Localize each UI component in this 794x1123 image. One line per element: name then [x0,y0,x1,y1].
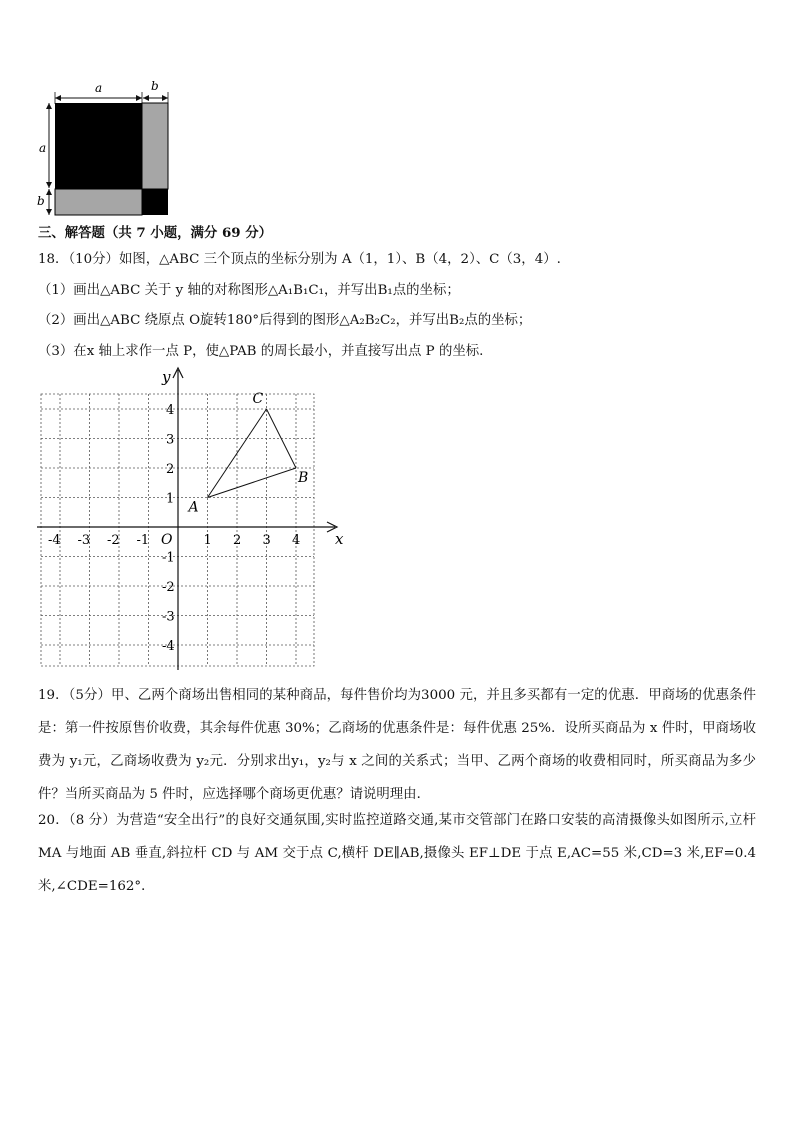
arrow-head [55,95,61,101]
y-axis-label: y [162,368,171,386]
arrow-head [136,95,142,101]
axes [37,368,337,670]
y-tick-label: -2 [162,580,175,595]
label-b-left: b [37,194,45,208]
x-tick-label: 1 [203,533,212,548]
y-tick-label: 4 [166,403,175,418]
arrow-head [46,182,52,188]
section-heading: 三、解答题（共 7 小题，满分 69 分） [38,225,273,241]
q20-text: 20．（8 分）为营造“安全出行”的良好交通氛围,实时监控道路交通,某市交管部门在路口安装的高清摄像头如图所示,立杆 MA 与地面 AB 垂直,斜拉杆 CD 与 AM 交于点 C,横杆 DE∥AB,摄像头 EF⊥DE 于点 E,AC=55 米,CD=3 米,EF=0.4 米,∠CDE=162°． [38,813,756,894]
point-label-c: C [252,391,264,407]
y-tick-label: 2 [166,462,175,477]
x-tick-label: -3 [77,533,91,548]
coordinate-grid-figure [35,364,350,672]
x-axis-label: x [335,530,344,548]
segment-ab [208,468,297,498]
arrow-head [46,209,52,215]
q18-part2: （2）画出△ABC 绕原点 O旋转180°后得到的图形△A₂B₂C₂，并写出B₂点的坐标； [38,313,532,328]
tick-labels [48,403,300,654]
origin-label: O [161,532,173,548]
x-tick-label: 3 [262,533,271,548]
y-tick-label: -4 [162,639,175,654]
label-a-top: a [95,81,103,95]
square-figure [30,78,180,220]
x-tick-label: 4 [292,533,301,548]
point-label-b: B [298,470,309,486]
q18-part3: （3）在x 轴上求作一点 P，使△PAB 的周长最小，并直接写出点 P 的坐标. [38,344,484,359]
label-a-left: a [39,141,47,155]
square-a-a [55,103,142,189]
square-b-b [142,189,168,215]
rect-a-b-bottom [55,189,142,215]
q18-stem: 18．（10分）如图，△ABC 三个顶点的坐标分别为 A（1，1）、B（4，2）、C（3，4）. [38,252,561,267]
q19-text: 19．（5分）甲、乙两个商场出售相同的某种商品，每件售价均为3000 元，并且多买都有一定的优惠．甲商场的优惠条件是：第一件按原售价收费，其余每件优惠 30%；乙商场的优惠条件是：每件优惠 25%．设所买商品为 x 件时，甲商场收费为 y₁元，乙商场收费为 y₂元．分别求出y₁，y₂与 x 之间的关系式；当甲、乙两个商场的收费相同时，所买商品为多少件？当所买商品为 5 件时，应选择哪个商场更优惠？请说明理由． [38,688,756,802]
x-tick-label: -1 [136,533,150,548]
y-tick-label: -1 [162,550,175,566]
triangle-abc [208,409,297,498]
arrow-head [143,95,149,101]
point-label-a: A [188,499,199,516]
y-tick-label: 3 [166,432,175,448]
q18-part1: （1）画出△ABC 关于 y 轴的对称图形△A₁B₁C₁，并写出B₁点的坐标； [38,283,460,298]
arrow-head [46,103,52,109]
x-tick-label: -4 [48,533,61,548]
label-b-top: b [151,79,159,93]
arrow-head [46,189,52,195]
y-tick-label: -3 [162,609,175,625]
x-tick-label: -2 [107,533,120,548]
x-tick-label: 2 [233,533,242,548]
rect-a-b-right [142,103,168,189]
y-tick-label: 1 [166,491,175,507]
arrow-head [162,95,168,101]
